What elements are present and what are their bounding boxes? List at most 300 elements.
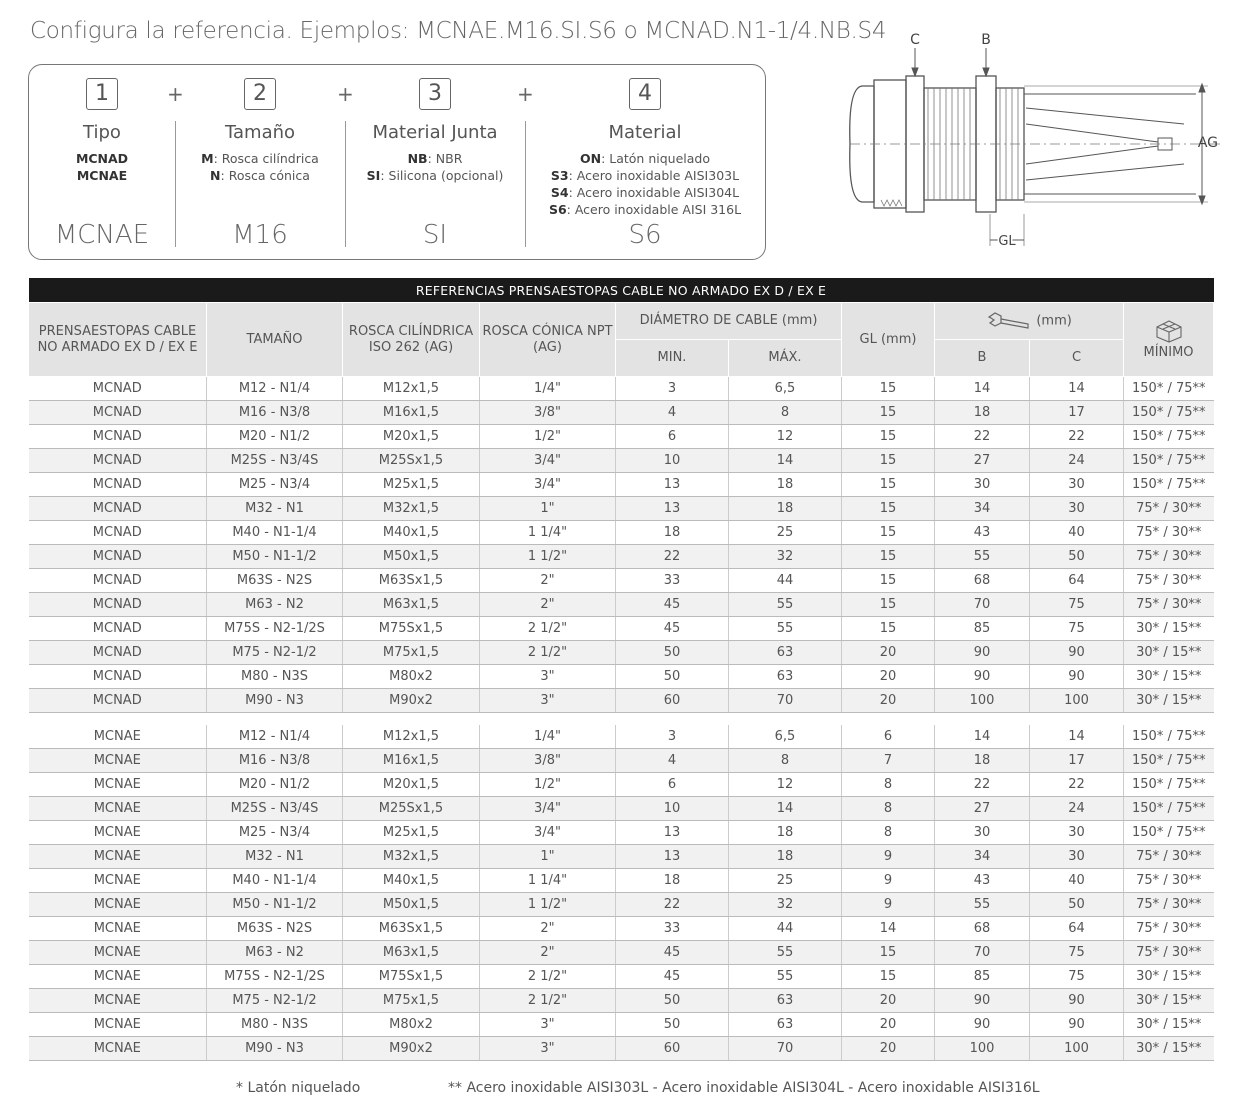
table-cell: MCNAE xyxy=(29,773,207,797)
table-cell: 1/4" xyxy=(480,377,616,401)
table-cell: 30* / 15** xyxy=(1124,617,1214,641)
table-cell: 2" xyxy=(480,593,616,617)
table-cell: 30 xyxy=(935,821,1030,845)
table-cell: MCNAD xyxy=(29,401,207,425)
table-cell: 55 xyxy=(729,593,842,617)
table-cell: M75 - N2-1/2 xyxy=(207,989,343,1013)
table-cell: M40 - N1-1/4 xyxy=(207,869,343,893)
label-c: C xyxy=(910,32,920,48)
table-cell: 30* / 15** xyxy=(1124,1013,1214,1037)
table-cell: M20x1,5 xyxy=(343,773,480,797)
reference-config-box xyxy=(28,64,766,260)
table-cell: M63x1,5 xyxy=(343,593,480,617)
option-text: : Rosca cónica xyxy=(220,168,310,183)
option-text: : Acero inoxidable AISI304L xyxy=(568,185,740,200)
table-cell: 15 xyxy=(842,545,935,569)
table-cell: 45 xyxy=(616,593,729,617)
table-cell: M20x1,5 xyxy=(343,425,480,449)
table-cell: M90 - N3 xyxy=(207,689,343,713)
table-row xyxy=(29,689,1214,713)
config-column-material-junta xyxy=(345,65,525,261)
option-code: S3 xyxy=(550,168,569,183)
table-cell: 2" xyxy=(480,569,616,593)
table-cell: M32 - N1 xyxy=(207,845,343,869)
table-cell: 13 xyxy=(616,473,729,497)
table-cell: 4 xyxy=(616,749,729,773)
table-cell: M75x1,5 xyxy=(343,989,480,1013)
option-code: M xyxy=(201,151,214,166)
table-cell: 25 xyxy=(729,869,842,893)
table-cell: 6,5 xyxy=(729,725,842,749)
table-cell: 3/4" xyxy=(480,473,616,497)
option-text: : Silicona (opcional) xyxy=(380,168,504,183)
option-line xyxy=(29,167,175,184)
header-wrench xyxy=(935,303,1124,340)
table-cell: 6 xyxy=(616,425,729,449)
table-cell: 22 xyxy=(616,545,729,569)
table-cell: 30* / 15** xyxy=(1124,965,1214,989)
table-cell: 30 xyxy=(1030,845,1124,869)
table-cell: 44 xyxy=(729,917,842,941)
table-cell: 25 xyxy=(729,521,842,545)
table-cell: M32 - N1 xyxy=(207,497,343,521)
table-cell: M40x1,5 xyxy=(343,521,480,545)
table-cell: MCNAD xyxy=(29,449,207,473)
table-cell: M12 - N1/4 xyxy=(207,377,343,401)
table-cell: 1" xyxy=(480,845,616,869)
table-cell: 22 xyxy=(935,425,1030,449)
table-cell: 75 xyxy=(1030,965,1124,989)
table-cell: 1 1/4" xyxy=(480,869,616,893)
table-cell: 100 xyxy=(1030,689,1124,713)
table-cell: 18 xyxy=(616,869,729,893)
table-row xyxy=(29,425,1214,449)
column-divider xyxy=(525,121,526,247)
table-cell: M63x1,5 xyxy=(343,941,480,965)
table-cell: M16 - N3/8 xyxy=(207,749,343,773)
option-line xyxy=(525,201,765,218)
label-ag: AG xyxy=(1197,135,1218,151)
table-cell: 90 xyxy=(1030,665,1124,689)
table-cell: 50 xyxy=(1030,545,1124,569)
header-rosca-conica: ROSCA CÓNICA NPT (AG) xyxy=(480,303,616,377)
table-cell: M75 - N2-1/2 xyxy=(207,641,343,665)
option-line xyxy=(345,167,525,184)
column-title: Material Junta xyxy=(372,122,498,143)
table-cell: 20 xyxy=(842,665,935,689)
table-cell: 63 xyxy=(729,1013,842,1037)
table-cell: 64 xyxy=(1030,569,1124,593)
option-code: S6 xyxy=(548,202,567,217)
table-cell: 60 xyxy=(616,689,729,713)
table-cell: 18 xyxy=(729,497,842,521)
table-cell: 13 xyxy=(616,497,729,521)
table-cell: 22 xyxy=(1030,773,1124,797)
table-cell: 15 xyxy=(842,617,935,641)
table-row xyxy=(29,917,1214,941)
table-cell: 55 xyxy=(729,965,842,989)
table-cell: 55 xyxy=(935,545,1030,569)
table-row xyxy=(29,893,1214,917)
table-cell: 75* / 30** xyxy=(1124,941,1214,965)
column-example-value: SI xyxy=(422,220,448,250)
table-cell: 68 xyxy=(935,917,1030,941)
table-cell: 4 xyxy=(616,401,729,425)
table-cell: 50 xyxy=(616,1013,729,1037)
table-cell: MCNAE xyxy=(29,893,207,917)
table-cell: 3 xyxy=(616,725,729,749)
table-cell: 32 xyxy=(729,545,842,569)
table-cell: 3/8" xyxy=(480,401,616,425)
table-cell: 150* / 75** xyxy=(1124,401,1214,425)
cable-bend-icon xyxy=(1155,319,1183,343)
table-cell: 40 xyxy=(1030,869,1124,893)
table-cell: 8 xyxy=(729,401,842,425)
table-row xyxy=(29,725,1214,749)
table-cell: M80x2 xyxy=(343,1013,480,1037)
table-cell: 8 xyxy=(729,749,842,773)
table-cell: 14 xyxy=(1030,377,1124,401)
table-cell: M63Sx1,5 xyxy=(343,569,480,593)
table-cell: 1/2" xyxy=(480,773,616,797)
table-cell: 100 xyxy=(935,1037,1030,1061)
table-cell: 7 xyxy=(842,749,935,773)
table-cell: 15 xyxy=(842,569,935,593)
table-cell: 13 xyxy=(616,821,729,845)
table-cell: 15 xyxy=(842,593,935,617)
table-cell: M63S - N2S xyxy=(207,569,343,593)
table-cell: 70 xyxy=(729,689,842,713)
table-cell: M50 - N1-1/2 xyxy=(207,545,343,569)
table-cell: MCNAE xyxy=(29,797,207,821)
header-gl: GL (mm) xyxy=(842,303,935,377)
table-row xyxy=(29,665,1214,689)
table-cell: 17 xyxy=(1030,749,1124,773)
table-cell: 27 xyxy=(935,797,1030,821)
table-cell: M25 - N3/4 xyxy=(207,821,343,845)
table-cell: 14 xyxy=(1030,725,1124,749)
table-cell: 75* / 30** xyxy=(1124,593,1214,617)
table-cell: MCNAD xyxy=(29,425,207,449)
table-cell: 1" xyxy=(480,497,616,521)
table-cell: MCNAE xyxy=(29,869,207,893)
column-description xyxy=(29,150,175,184)
table-cell: M16x1,5 xyxy=(343,749,480,773)
table-cell: 75 xyxy=(1030,593,1124,617)
table-cell: 20 xyxy=(842,1013,935,1037)
header-max: MÁX. xyxy=(729,340,842,377)
table-row xyxy=(29,1037,1214,1061)
table-cell: 3 xyxy=(616,377,729,401)
table-cell: M63S - N2S xyxy=(207,917,343,941)
table-cell: M75S - N2-1/2S xyxy=(207,965,343,989)
header-min: MIN. xyxy=(616,340,729,377)
option-text: : Acero inoxidable AISI 316L xyxy=(566,202,742,217)
table-cell: 14 xyxy=(935,725,1030,749)
table-row xyxy=(29,749,1214,773)
table-row xyxy=(29,521,1214,545)
table-cell: 15 xyxy=(842,449,935,473)
table-cell: 75 xyxy=(1030,617,1124,641)
option-text: : Rosca cilíndrica xyxy=(213,151,319,166)
table-cell: 27 xyxy=(935,449,1030,473)
wrench-unit: (mm) xyxy=(1036,313,1072,329)
option-line xyxy=(29,150,175,167)
table-cell: M40 - N1-1/4 xyxy=(207,521,343,545)
table-cell: 3/8" xyxy=(480,749,616,773)
table-cell: M16 - N3/8 xyxy=(207,401,343,425)
table-cell: 30* / 15** xyxy=(1124,641,1214,665)
option-text: : NBR xyxy=(427,151,463,166)
table-cell: 3" xyxy=(480,665,616,689)
table-cell: 75* / 30** xyxy=(1124,497,1214,521)
table-cell: 13 xyxy=(616,845,729,869)
header-diametro: DIÁMETRO DE CABLE (mm) xyxy=(616,303,842,340)
table-cell: 2 1/2" xyxy=(480,989,616,1013)
config-column-material xyxy=(525,65,765,261)
table-row xyxy=(29,965,1214,989)
table-row xyxy=(29,941,1214,965)
table-cell: MCNAE xyxy=(29,845,207,869)
option-text: : Acero inoxidable AISI303L xyxy=(568,168,740,183)
table-cell: 63 xyxy=(729,665,842,689)
table-cell: 6,5 xyxy=(729,377,842,401)
column-example-value: S6 xyxy=(628,220,662,250)
column-title: Material xyxy=(608,122,682,143)
table-cell: M12x1,5 xyxy=(343,725,480,749)
table-cell: M80 - N3S xyxy=(207,1013,343,1037)
table-row xyxy=(29,497,1214,521)
table-body-mcnae xyxy=(29,725,1214,1061)
table-cell: M20 - N1/2 xyxy=(207,425,343,449)
table-cell: 30* / 15** xyxy=(1124,665,1214,689)
table-row xyxy=(29,845,1214,869)
table-cell: 15 xyxy=(842,497,935,521)
table-row xyxy=(29,617,1214,641)
header-minimo: MÍNIMO xyxy=(1143,344,1194,360)
table-row xyxy=(29,401,1214,425)
table-row xyxy=(29,797,1214,821)
table-cell: 18 xyxy=(729,821,842,845)
table-cell: MCNAE xyxy=(29,989,207,1013)
table-cell: M50x1,5 xyxy=(343,545,480,569)
table-cell: 60 xyxy=(616,1037,729,1061)
table-cell: 55 xyxy=(935,893,1030,917)
table-cell: 34 xyxy=(935,497,1030,521)
table-cell: 30 xyxy=(935,473,1030,497)
table-cell: M90 - N3 xyxy=(207,1037,343,1061)
table-cell: 150* / 75** xyxy=(1124,425,1214,449)
table-cell: 30 xyxy=(1030,821,1124,845)
table-cell: 1 1/4" xyxy=(480,521,616,545)
table-cell: 75* / 30** xyxy=(1124,869,1214,893)
table-cell: 90 xyxy=(935,989,1030,1013)
table-cell: M25x1,5 xyxy=(343,821,480,845)
table-cell: 45 xyxy=(616,941,729,965)
table-cell: 2 1/2" xyxy=(480,965,616,989)
table-cell: 3/4" xyxy=(480,797,616,821)
table-cell: MCNAE xyxy=(29,965,207,989)
table-cell: 3/4" xyxy=(480,449,616,473)
table-row xyxy=(29,545,1214,569)
table-cell: MCNAD xyxy=(29,497,207,521)
table-cell: M50x1,5 xyxy=(343,893,480,917)
table-cell: 1 1/2" xyxy=(480,893,616,917)
table-cell: MCNAD xyxy=(29,521,207,545)
table-cell: 8 xyxy=(842,821,935,845)
table-body-mcnad xyxy=(29,377,1214,713)
step-number: 3 xyxy=(419,78,451,110)
table-cell: 10 xyxy=(616,449,729,473)
table-cell: 34 xyxy=(935,845,1030,869)
step-number: 2 xyxy=(244,78,276,110)
cable-gland-diagram xyxy=(836,28,1228,260)
table-cell: 33 xyxy=(616,917,729,941)
table-cell: 18 xyxy=(616,521,729,545)
table-cell: 15 xyxy=(842,941,935,965)
table-cell: 9 xyxy=(842,869,935,893)
label-gl: GL xyxy=(998,234,1016,249)
table-cell: M75Sx1,5 xyxy=(343,965,480,989)
table-cell: MCNAD xyxy=(29,377,207,401)
table-cell: 8 xyxy=(842,797,935,821)
table-cell: 6 xyxy=(616,773,729,797)
table-cell: 43 xyxy=(935,869,1030,893)
table-cell: 150* / 75** xyxy=(1124,821,1214,845)
table-cell: 75 xyxy=(1030,941,1124,965)
table-cell: 100 xyxy=(1030,1037,1124,1061)
table-cell: 20 xyxy=(842,1037,935,1061)
header-minimo-cell xyxy=(1124,303,1214,377)
column-example-value: M16 xyxy=(232,220,288,250)
table-cell: 3" xyxy=(480,1037,616,1061)
table-row xyxy=(29,821,1214,845)
option-code: NB xyxy=(407,151,428,166)
table-cell: 22 xyxy=(616,893,729,917)
table-cell: 12 xyxy=(729,425,842,449)
table-cell: M12x1,5 xyxy=(343,377,480,401)
table-cell: 90 xyxy=(935,665,1030,689)
table-cell: 90 xyxy=(935,641,1030,665)
table-cell: 24 xyxy=(1030,449,1124,473)
table-cell: M25 - N3/4 xyxy=(207,473,343,497)
table-cell: MCNAE xyxy=(29,1013,207,1037)
step-number: 4 xyxy=(629,78,661,110)
table-cell: 45 xyxy=(616,965,729,989)
table-cell: 30* / 15** xyxy=(1124,989,1214,1013)
table-cell: 1/4" xyxy=(480,725,616,749)
table-cell: 3" xyxy=(480,1013,616,1037)
table-cell: 50 xyxy=(616,641,729,665)
table-cell: 9 xyxy=(842,845,935,869)
table-cell: 14 xyxy=(729,449,842,473)
table-row xyxy=(29,593,1214,617)
table-cell: M12 - N1/4 xyxy=(207,725,343,749)
table-cell: MCNAD xyxy=(29,545,207,569)
table-cell: 15 xyxy=(842,425,935,449)
table-cell: M40x1,5 xyxy=(343,869,480,893)
table-cell: 15 xyxy=(842,377,935,401)
table-cell: 1 1/2" xyxy=(480,545,616,569)
table-cell: 75* / 30** xyxy=(1124,893,1214,917)
table-cell: 15 xyxy=(842,473,935,497)
option-line xyxy=(345,150,525,167)
wrench-icon xyxy=(986,311,1032,331)
table-cell: 70 xyxy=(729,1037,842,1061)
table-cell: MCNAD xyxy=(29,569,207,593)
table-cell: 150* / 75** xyxy=(1124,749,1214,773)
table-cell: 55 xyxy=(729,941,842,965)
table-cell: M63Sx1,5 xyxy=(343,917,480,941)
table-cell: M63 - N2 xyxy=(207,593,343,617)
table-cell: 75* / 30** xyxy=(1124,521,1214,545)
table-cell: 15 xyxy=(842,401,935,425)
table-cell: M25x1,5 xyxy=(343,473,480,497)
table-cell: 20 xyxy=(842,641,935,665)
table-cell: 8 xyxy=(842,773,935,797)
option-code: N xyxy=(210,168,221,183)
table-row xyxy=(29,377,1214,401)
plus-sign: + xyxy=(337,82,354,106)
option-line xyxy=(525,167,765,184)
table-cell: 55 xyxy=(729,617,842,641)
table-cell: 18 xyxy=(935,749,1030,773)
option-line xyxy=(175,150,345,167)
table-cell: M90x2 xyxy=(343,1037,480,1061)
table-cell: MCNAD xyxy=(29,593,207,617)
table-cell: 14 xyxy=(729,797,842,821)
table-cell: MCNAE xyxy=(29,749,207,773)
table-cell: 33 xyxy=(616,569,729,593)
table-cell: 150* / 75** xyxy=(1124,773,1214,797)
table-cell: M25S - N3/4S xyxy=(207,449,343,473)
table-cell: 30 xyxy=(1030,497,1124,521)
table-row xyxy=(29,449,1214,473)
table-row xyxy=(29,1013,1214,1037)
table-cell: 24 xyxy=(1030,797,1124,821)
config-column-tipo xyxy=(29,65,175,261)
table-cell: 75* / 30** xyxy=(1124,845,1214,869)
table-cell: MCNAE xyxy=(29,941,207,965)
column-title: Tamaño xyxy=(224,122,296,143)
plus-sign: + xyxy=(517,82,534,106)
table-cell: 75* / 30** xyxy=(1124,917,1214,941)
table-row xyxy=(29,569,1214,593)
column-description xyxy=(175,150,345,184)
table-cell: 1/2" xyxy=(480,425,616,449)
table-cell: 15 xyxy=(842,521,935,545)
table-cell: 63 xyxy=(729,641,842,665)
column-divider xyxy=(345,121,346,247)
table-cell: 6 xyxy=(842,725,935,749)
table-cell: 17 xyxy=(1030,401,1124,425)
column-description xyxy=(345,150,525,184)
table-cell: 64 xyxy=(1030,917,1124,941)
option-code: ON xyxy=(579,151,602,166)
table-cell: M90x2 xyxy=(343,689,480,713)
table-cell: 150* / 75** xyxy=(1124,473,1214,497)
table-cell: 100 xyxy=(935,689,1030,713)
header-tamano: TAMAÑO xyxy=(207,303,343,377)
option-code: SI xyxy=(366,168,381,183)
table-cell: 85 xyxy=(935,965,1030,989)
table-cell: M75S - N2-1/2S xyxy=(207,617,343,641)
table-cell: 45 xyxy=(616,617,729,641)
table-cell: 14 xyxy=(842,917,935,941)
table-cell: 3" xyxy=(480,689,616,713)
table-cell: 90 xyxy=(935,1013,1030,1037)
table-cell: MCNAD xyxy=(29,641,207,665)
